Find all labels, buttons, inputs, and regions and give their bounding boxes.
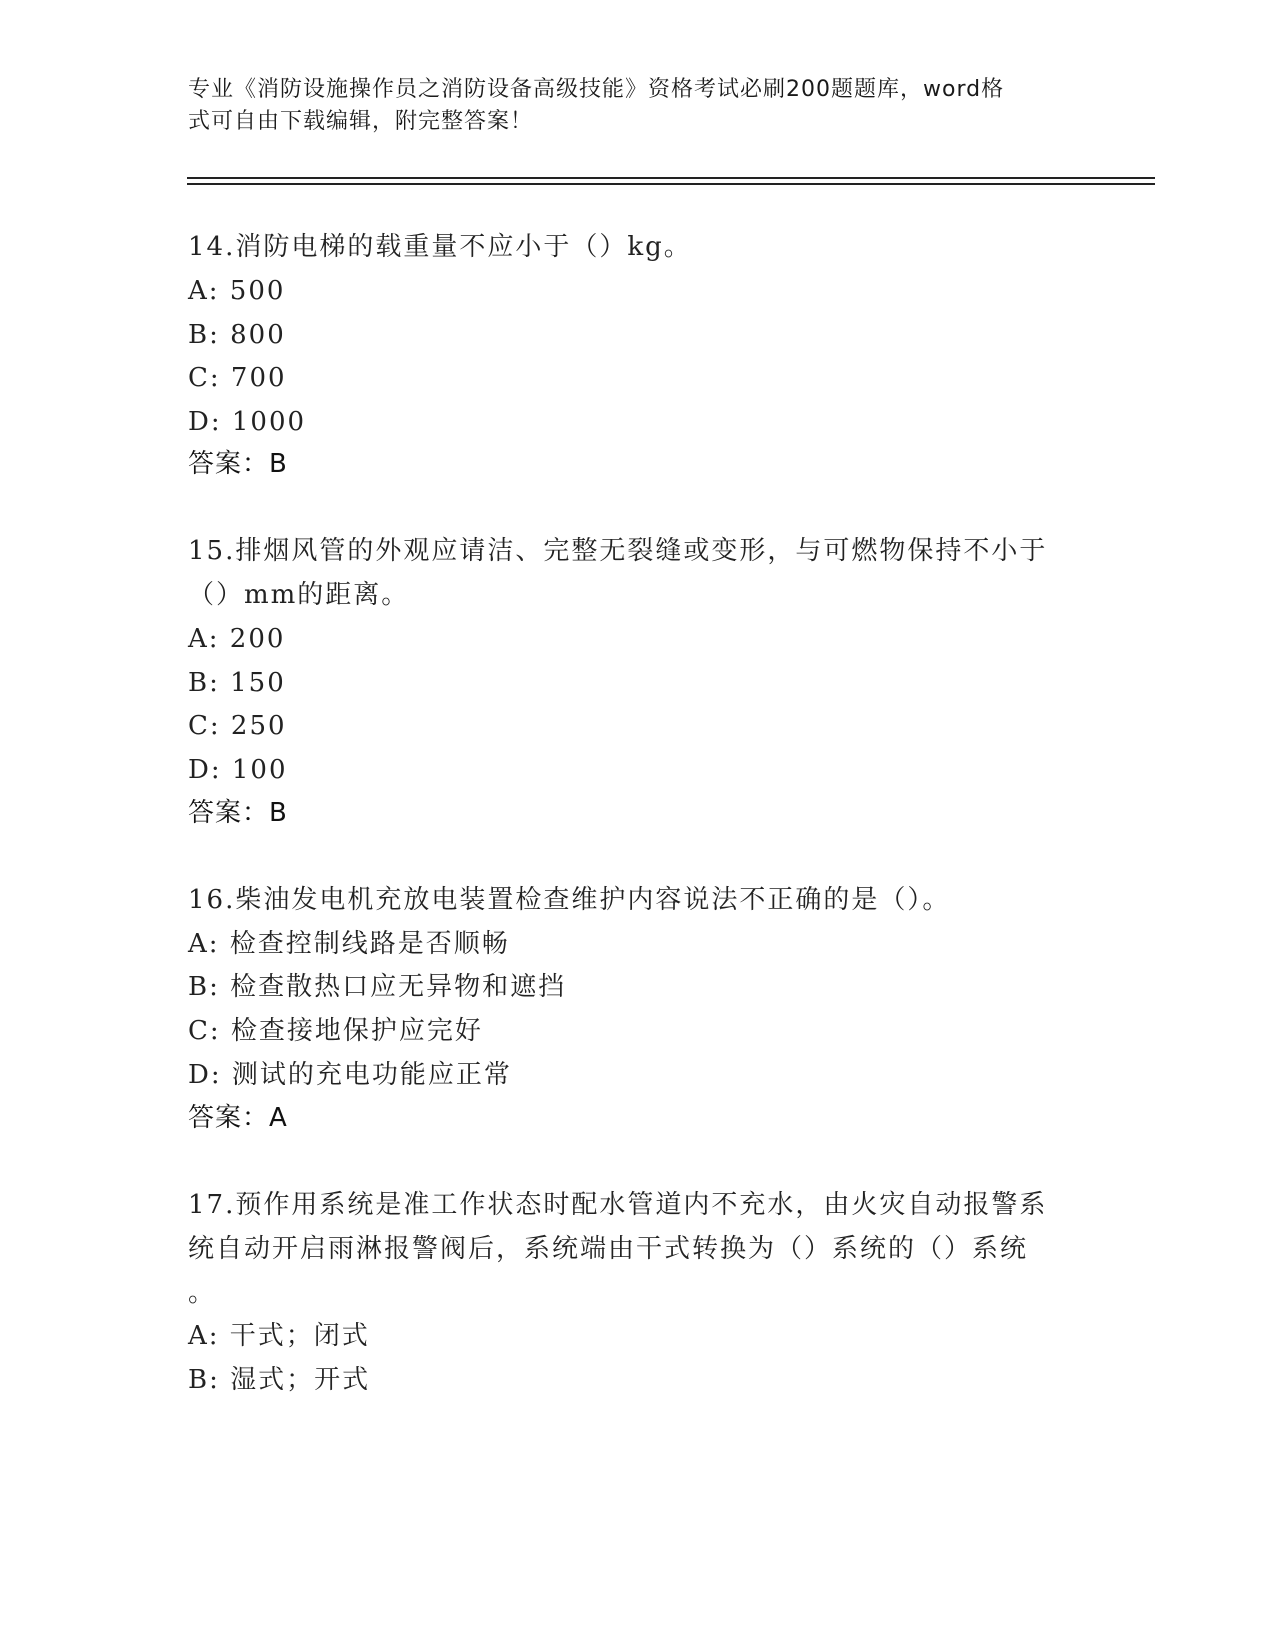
- question-15-option-c: C: 250: [188, 711, 287, 741]
- question-17-stem-line-1: 17.预作用系统是准工作状态时配水管道内不充水，由火灾自动报警系: [188, 1190, 1048, 1220]
- header-rule-bottom: [187, 183, 1155, 185]
- question-16-option-a: A: 检查控制线路是否顺畅: [188, 929, 510, 959]
- question-16-option-d: D: 测试的充电功能应正常: [188, 1060, 512, 1090]
- question-14-stem: 14.消防电梯的载重量不应小于（）kg。: [188, 232, 692, 262]
- question-15-stem-line-2: （）mm的距离。: [188, 580, 410, 610]
- document-header: [188, 74, 1068, 138]
- question-14-option-b: B: 800: [188, 320, 286, 350]
- question-17-stem-line-2: 统自动开启雨淋报警阀后，系统端由干式转换为（）系统的（）系统: [188, 1234, 1029, 1264]
- header-line-2: 式可自由下载编辑，附完整答案！: [188, 109, 534, 134]
- question-16-answer: 答案：A: [188, 1103, 288, 1133]
- question-14-option-c: C: 700: [188, 363, 287, 393]
- question-16-stem: 16.柴油发电机充放电装置检查维护内容说法不正确的是（）。: [188, 885, 951, 915]
- question-16-option-c: C: 检查接地保护应完好: [188, 1016, 483, 1046]
- question-15-option-a: A: 200: [188, 624, 286, 654]
- header-line-1: 专业《消防设施操作员之消防设备高级技能》资格考试必刷200题题库，word格: [188, 77, 1005, 102]
- question-14-option-a: A: 500: [188, 276, 286, 306]
- question-17-option-a: A: 干式；闭式: [188, 1321, 370, 1351]
- question-15-stem-line-1: 15.排烟风管的外观应请洁、完整无裂缝或变形，与可燃物保持不小于: [188, 536, 1048, 566]
- header-rule-top: [187, 177, 1155, 179]
- question-17-stem-line-3: 。: [188, 1278, 217, 1308]
- question-14-answer: 答案：B: [188, 449, 288, 479]
- question-17-option-b: B: 湿式；开式: [188, 1365, 371, 1395]
- question-15-option-b: B: 150: [188, 668, 286, 698]
- question-15-answer: 答案：B: [188, 798, 288, 828]
- question-15-option-d: D: 100: [188, 755, 288, 785]
- question-14-option-d: D: 1000: [188, 407, 307, 437]
- question-16-option-b: B: 检查散热口应无异物和遮挡: [188, 972, 567, 1002]
